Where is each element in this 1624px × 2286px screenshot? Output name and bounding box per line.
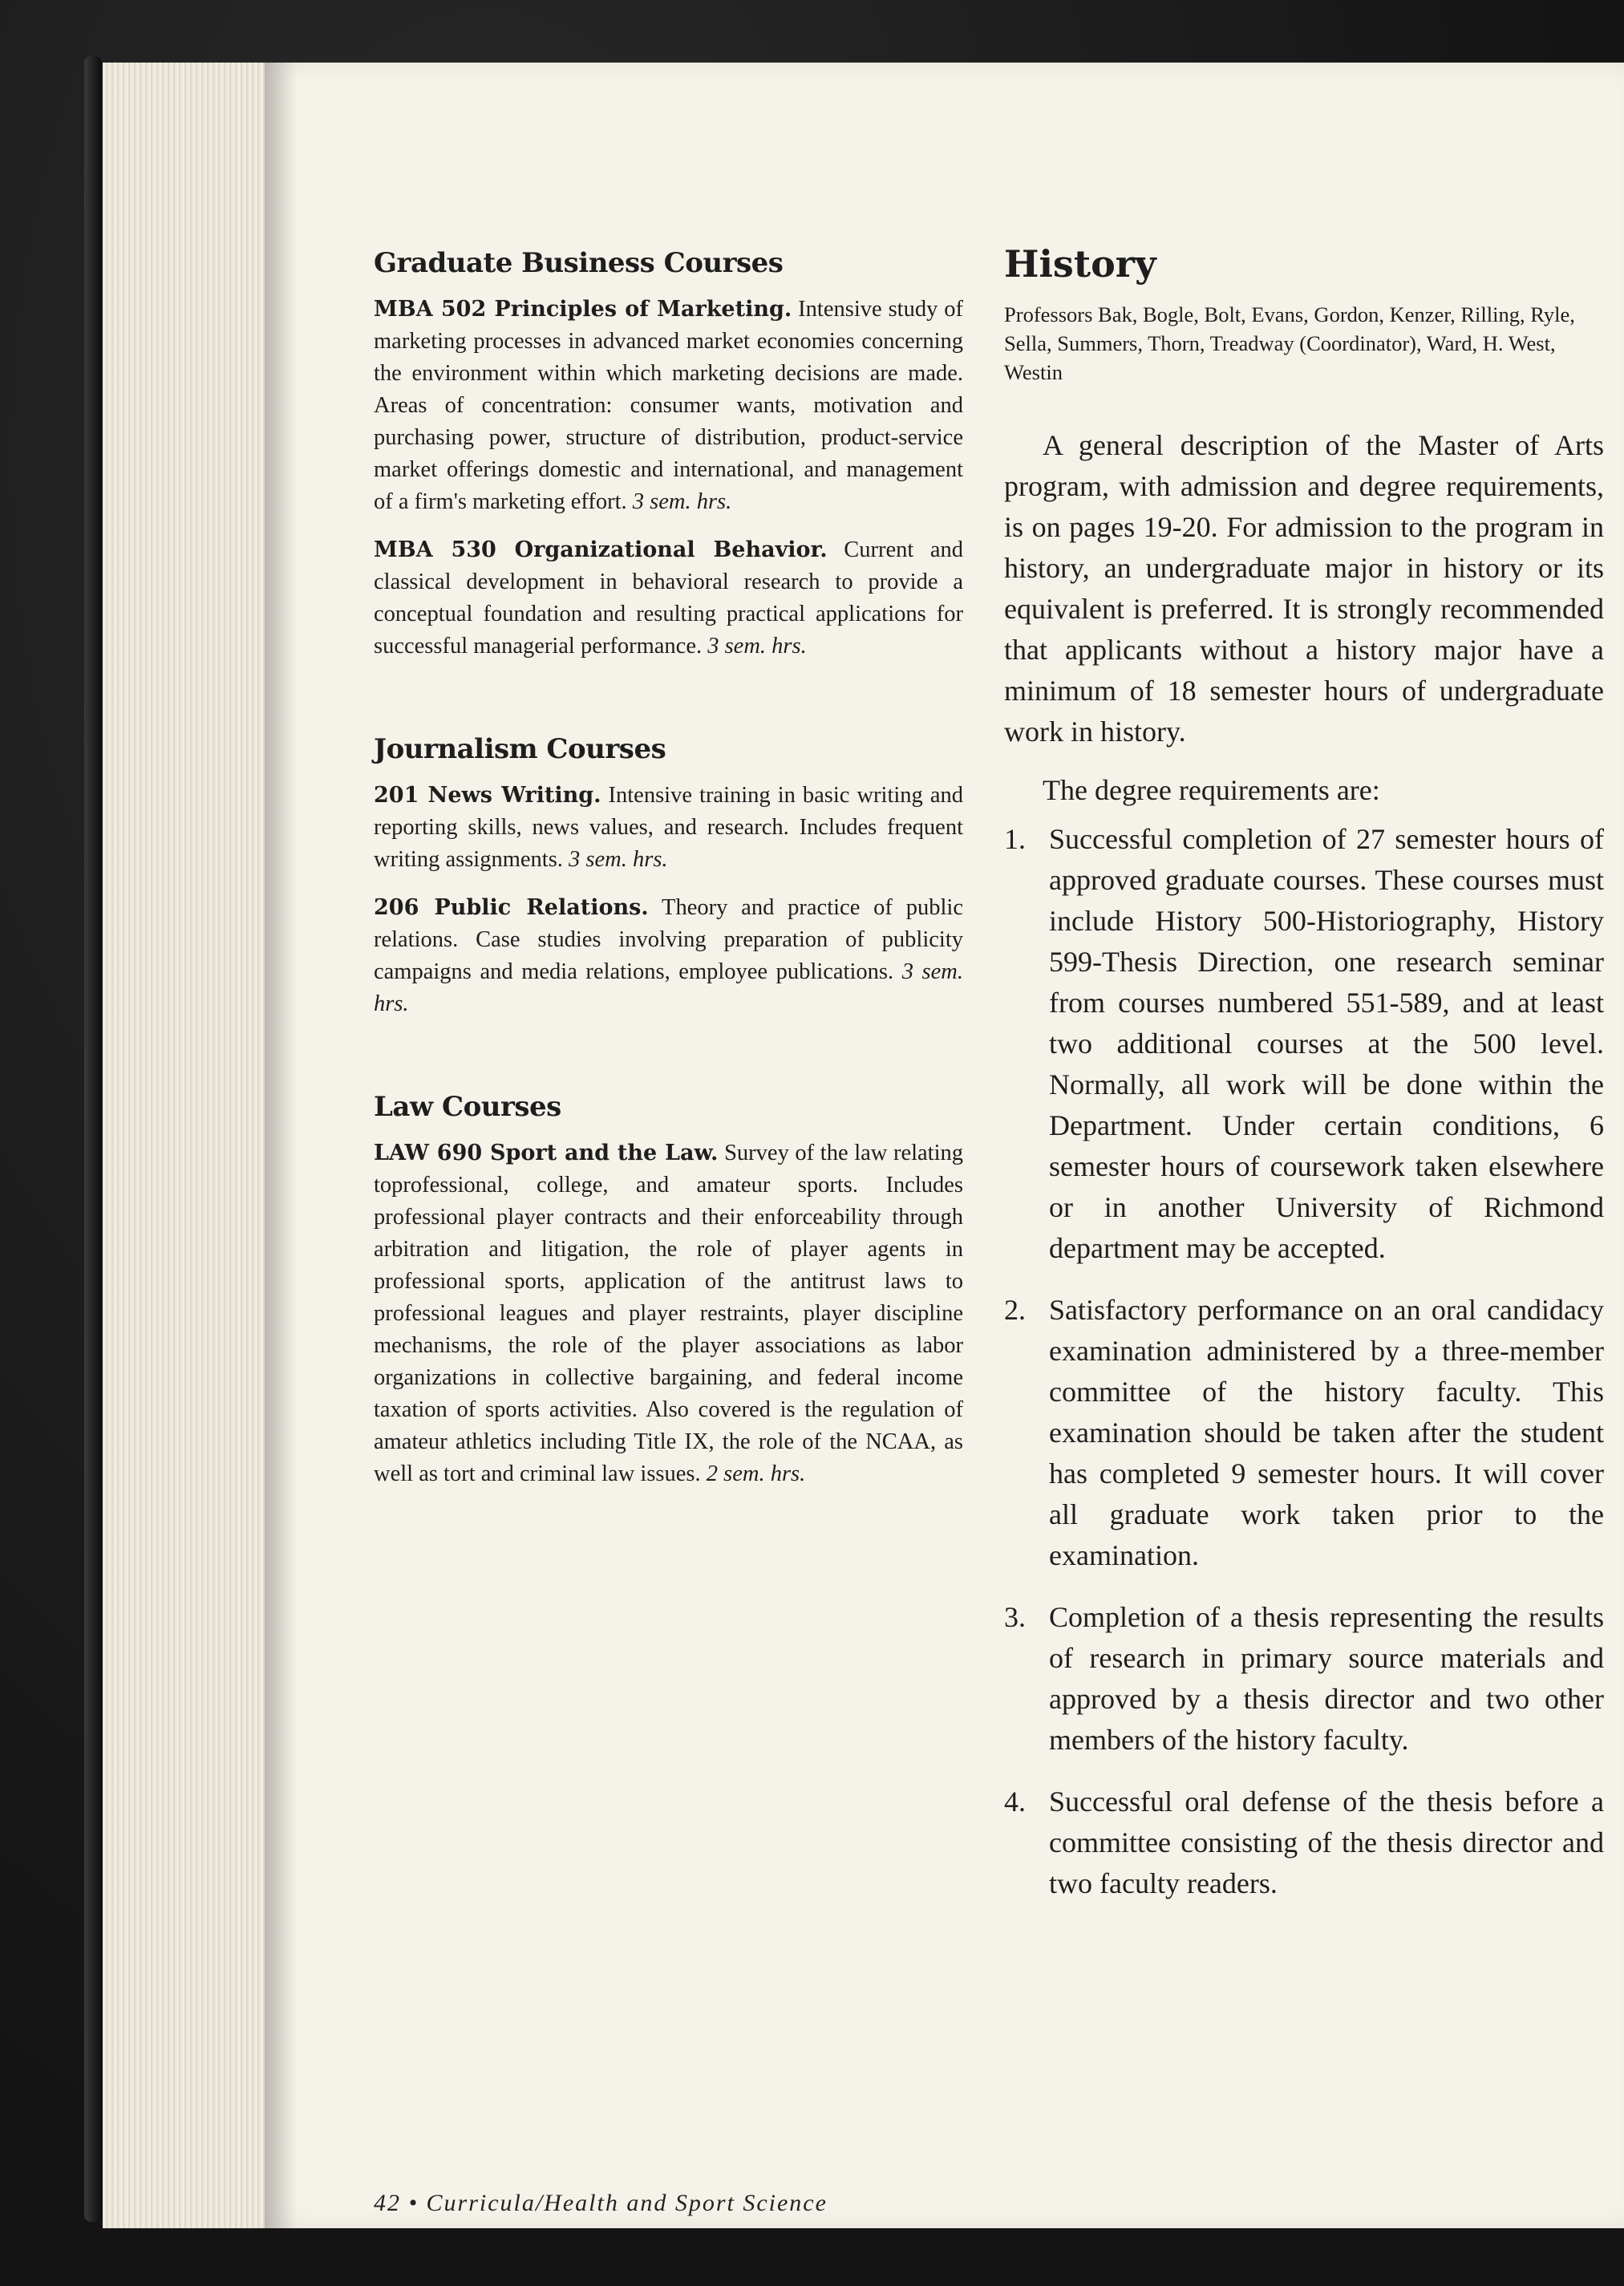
requirement-item — [1004, 1290, 1604, 1576]
course-description: Intensive study of marketing processes in advanced market economies concerning the environment within which marketing decisions are made. Areas of concentration: consumer wants, motivation and purchasing power, structure of distribution, product-service market offerings domestic and international, and management of a firm's marketing effort. — [374, 297, 964, 514]
gutter-shadow — [265, 63, 297, 2228]
requirement-item — [1004, 1781, 1604, 1904]
course-entry — [374, 534, 963, 663]
course-hours: 3 sem. hrs. — [569, 847, 668, 872]
professors-list: Professors Bak, Bogle, Bolt, Evans, Gordon, Kenzer, Rilling, Ryle, Sella, Summers, Thorn, Treadway (Coordinator), Ward, H. West, Westin — [1004, 302, 1575, 384]
history-title: History — [1004, 242, 1156, 286]
section-heading-business: Graduate Business Courses — [374, 247, 784, 279]
requirement-number: 3. — [1004, 1601, 1026, 1633]
course-description: Theory and practice of public relations. Case studies involving preparation of publicity campaigns and media relations, employee publications. — [374, 895, 963, 984]
requirement-text: Successful completion of 27 semester hours of approved graduate courses. These courses must include History 500-Historiography, History 599-Thesis Direction, one research seminar from courses numbered 551-589, and at least two additional courses at the 500 level. Normally, all work will be done within the Department. Under certain conditions, 6 semester hours of coursework taken elsewhere or in another University of Richmond department may be accepted. — [1049, 823, 1604, 1264]
requirement-item — [1004, 1597, 1604, 1761]
course-hours: 3 sem. hrs. — [707, 634, 807, 659]
requirement-text: Satisfactory performance on an oral candidacy examination administered by a three-member committee of the history faculty. This examination should be taken after the student has completed 9 semester hours. It will cover all graduate work taken prior to the examination. — [1049, 1294, 1604, 1571]
requirement-text: Successful oral defense of the thesis before a committee consisting of the thesis director and two faculty readers. — [1049, 1785, 1604, 1899]
section-heading-law: Law Courses — [374, 1091, 561, 1123]
course-title: LAW 690 Sport and the Law. — [374, 1141, 719, 1165]
course-hours: 3 sem. hrs. — [374, 959, 963, 1016]
course-description: Survey of the law relating toprofessional, college, and amateur sports. Includes professional player contracts and their enforceability through arbitration and litigation, the role of player agents in professional sports, application of the antitrust laws to professional leagues and player restraints, player discipline mechanisms, the role of the player associations as labor organizations in collective bargaining, and federal income taxation of sports activities. Also covered is the regulation of amateur athletics including Title IX, the role of the NCAA, as well as tort and criminal law issues. — [374, 1141, 964, 1486]
requirement-text: Completion of a thesis representing the results of research in primary source materials and approved by a thesis director and two other members of the history faculty. — [1049, 1601, 1604, 1756]
course-title: 201 News Writing. — [374, 783, 601, 808]
left-column — [374, 175, 963, 1506]
requirement-number: 2. — [1004, 1294, 1026, 1326]
book-page — [265, 63, 1624, 2228]
page-stack-edges — [103, 63, 267, 2228]
requirement-item — [1004, 819, 1604, 1269]
requirements-intro: The degree requirements are: — [1043, 774, 1380, 806]
right-column — [1004, 175, 1604, 1925]
requirements-list — [1004, 819, 1604, 1904]
course-entry — [374, 294, 963, 518]
requirement-number: 1. — [1004, 823, 1026, 855]
course-description: Intensive training in basic writing and reporting skills, news values, and research. Includes frequent writing assignments. — [374, 783, 963, 872]
course-entry — [374, 1137, 963, 1490]
course-hours: 2 sem. hrs. — [706, 1461, 806, 1486]
course-entry — [374, 892, 963, 1020]
course-title: MBA 530 Organizational Behavior. — [374, 537, 828, 562]
course-title: MBA 502 Principles of Marketing. — [374, 297, 792, 322]
section-heading-journalism: Journalism Courses — [374, 733, 666, 765]
course-entry — [374, 780, 963, 876]
course-hours: 3 sem. hrs. — [632, 489, 732, 514]
requirement-number: 4. — [1004, 1785, 1026, 1818]
course-title: 206 Public Relations. — [374, 895, 649, 920]
program-description: A general description of the Master of Arts program, with admission and degree requirements, is on pages 19-20. For admission to the program in history, an undergraduate major in history or its equivalent is preferred. It is strongly recommended that applicants without a history major have a minimum of 18 semester hours of undergraduate work in history. — [1004, 429, 1604, 748]
book-spine-edge — [84, 56, 102, 2222]
course-description: Current and classical development in behavioral research to provide a conceptual foundation and resulting practical applications for successful managerial performance. — [374, 537, 963, 659]
page-footer: 42 • Curricula/Health and Sport Science — [374, 2190, 828, 2216]
